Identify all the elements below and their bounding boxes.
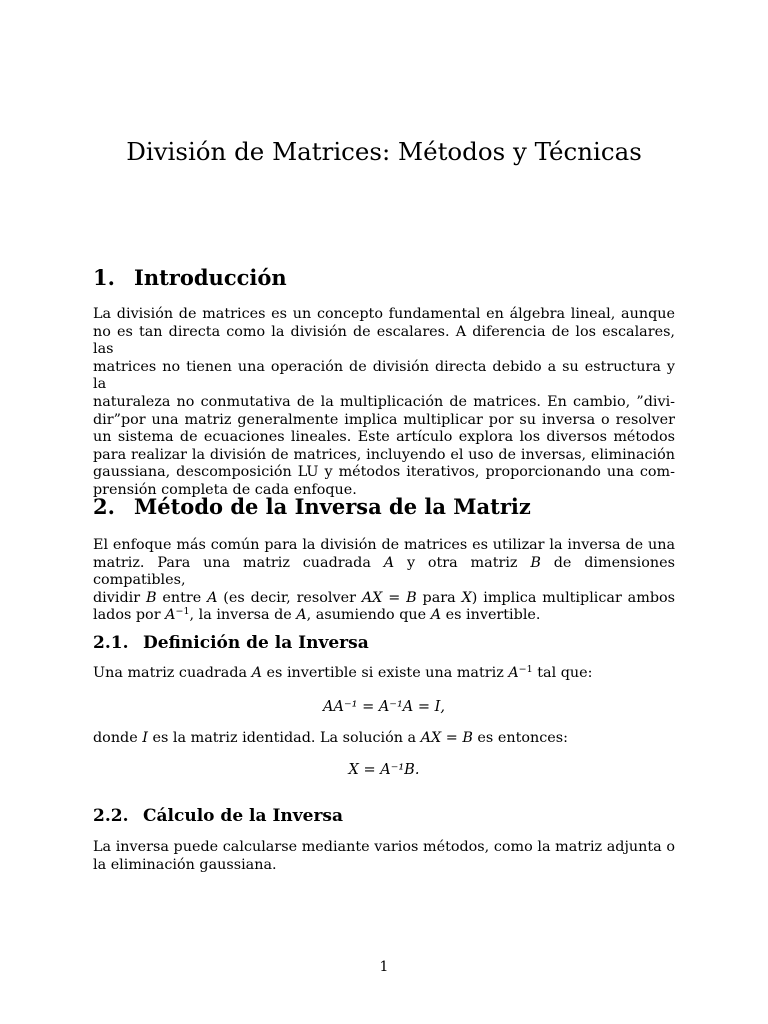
subsection-title: Cálculo de la Inversa [143,806,343,826]
paragraph-line: El enfoque más común para la división de matrices es utilizar la inversa de una [93,537,675,553]
math-symbol: B [145,589,157,606]
section-number: 2. [93,494,115,519]
text-run: matriz. Para una matriz cuadrada [93,554,384,571]
text-run: dividir [93,589,146,606]
paragraph-line: no es tan directa como la división de escalares. A diferencia de los escalares, las [93,323,675,358]
paragraph-line: para realizar la división de matrices, incluyendo el uso de inversas, eliminación [93,446,675,463]
math-symbol: A [383,554,395,571]
math-expression: AX = B [361,589,417,606]
math-exponent: −1 [175,606,190,618]
paragraph-line [93,665,675,683]
paragraph-line: matrices no tienen una operación de división directa debido a su estructura y la [93,358,675,393]
math-symbol: A [296,607,307,624]
math-symbol: A [165,607,176,624]
inverse-method-paragraph [93,537,675,625]
section-title: Introducción [134,265,287,290]
paragraph-line: dir”por una matriz generalmente implica multiplicar por su inversa o resolver [93,411,675,428]
calculation-paragraph [93,839,675,874]
subsection-title: Definición de la Inversa [143,633,369,653]
text-run: (es decir, resolver [217,589,362,606]
math-symbol: X [461,589,472,606]
math-symbol: A [430,607,442,624]
text-run: , asumiendo que [306,607,431,624]
equation-solution: X = A⁻¹B. [348,762,420,778]
paragraph-line: prensión completa de cada enfoque. [93,481,357,498]
intro-paragraph [93,306,675,500]
paragraph-line [93,555,675,590]
paragraph-line: la eliminación gaussiana. [93,856,277,873]
math-symbol: A [251,665,262,681]
paragraph-line [93,590,675,608]
text-run: entre [156,589,208,606]
section-number: 1. [93,265,115,290]
paragraph-line: La inversa puede calcularse mediante varios métodos, como la matriz adjunta o [93,839,675,855]
text-run: de dimensiones compatibles, [93,554,675,589]
text-run: es invertible si existe una matriz [261,665,509,681]
page-number: 1 [379,959,389,975]
text-run: y otra matriz [394,554,531,571]
paragraph-line: gaussiana, descomposición LU y métodos iterativos, proporcionando una com- [93,464,675,481]
paragraph-line: La división de matrices es un concepto fundamental en álgebra lineal, aunque [93,306,675,322]
identity-paragraph [93,730,675,748]
equation-inverse-definition: AA⁻¹ = A⁻¹A = I, [323,699,445,715]
document-title: División de Matrices: Métodos y Técnicas [126,137,642,166]
paragraph-line [93,607,675,625]
text-run: donde [93,730,143,746]
subsection-heading-calculo [93,805,343,827]
text-run: es invertible. [441,607,541,624]
math-symbol: B [530,554,541,571]
paragraph-line: naturaleza no conmutativa de la multiplicación de matrices. En cambio, ”divi- [93,393,675,410]
paragraph-line: un sistema de ecuaciones lineales. Este artículo explora los diversos métodos [93,429,675,446]
section-title: Método de la Inversa de la Matriz [134,494,531,519]
section-heading-metodo-inversa [93,494,531,520]
text-run: Una matriz cuadrada [93,665,252,681]
definition-paragraph [93,665,675,683]
text-run: lados por [93,607,166,624]
text-run: tal que: [532,665,593,681]
math-expression: AX = B [420,730,473,746]
subsection-number: 2.1. [93,633,129,653]
math-symbol: A [508,665,519,681]
math-exponent: −1 [518,664,533,675]
text-run: para [416,589,462,606]
math-symbol: A [207,589,218,606]
text-run: es la matriz identidad. La solución a [147,730,421,746]
section-heading-introduccion [93,265,287,291]
math-symbol: I [142,730,148,746]
text-run: ) implica multiplicar ambos [471,589,675,606]
paragraph-line [93,730,675,748]
subsection-number: 2.2. [93,806,129,826]
text-run: es entonces: [472,730,568,746]
text-run: , la inversa de [189,607,297,624]
subsection-heading-definicion [93,632,369,654]
